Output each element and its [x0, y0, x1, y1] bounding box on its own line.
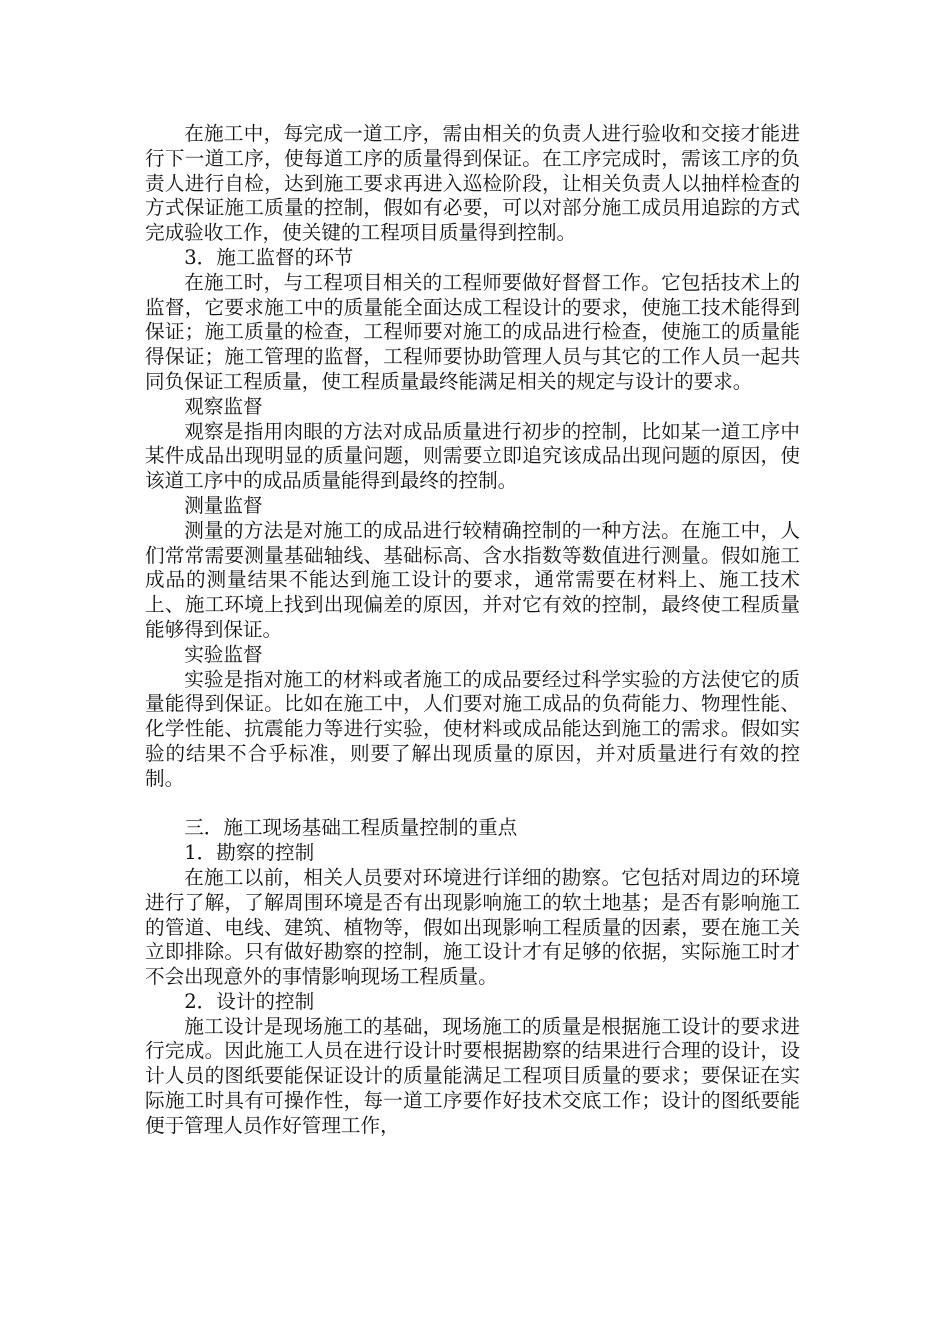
- blank-line: [145, 792, 800, 817]
- paragraph-acceptance: 在施工中，每完成一道工序，需由相关的负责人进行验收和交接才能进行下一道工序，使每道工序的质量得到保证。在工序完成时，需该工序的负责人进行自检，达到施工要求再进入巡检阶段，让相关负责人以抽样检查的方式保证施工质量的控制，假如有必要，可以对部分施工成员用追踪的方式完成验收工作，使关键的工程项目质量得到控制。: [145, 122, 800, 245]
- heading-experiment: 实验监督: [184, 642, 263, 666]
- paragraph-observation: 观察是指用肉眼的方法对成品质量进行初步的控制，比如某一道工序中某件成品出现明显的质量问题，则需要立即追究该成品出现问题的原因，使该道工序中的成品质量能得到最终的控制。: [145, 419, 800, 493]
- section-heading-key-points: 三．施工现场基础工程质量控制的重点: [184, 816, 518, 840]
- paragraph-survey: 在施工以前，相关人员要对环境进行详细的勘察。它包括对周边的环境进行了解，了解周围环境是否有出现影响施工的软土地基；是否有影响施工的管道、电线、建筑、植物等，假如出现影响工程质量的因素，要在施工关立即排除。只有做好勘察的控制，施工设计才有足够的依据，实际施工时才不会出现意外的事情影响现场工程质量。: [145, 865, 800, 989]
- heading-survey-control: 1．勘察的控制: [184, 841, 315, 865]
- heading-supervision-steps: 3．施工监督的环节: [184, 245, 354, 269]
- heading-design-control: 2．设计的控制: [184, 989, 315, 1013]
- heading-measurement: 测量监督: [184, 493, 263, 517]
- heading-observation: 观察监督: [184, 394, 263, 418]
- paragraph-supervision: 在施工时，与工程项目相关的工程师要做好督督工作。它包括技术上的监督，它要求施工中的质量能全面达成工程设计的要求，使施工技术能得到保证；施工质量的检查，工程师要对施工的成品进行检查，使施工的质量能得保证；施工管理的监督，工程师要协助管理人员与其它的工作人员一起共同负保证工程质量，使工程质量最终能满足相关的规定与设计的要求。: [145, 270, 800, 393]
- document-page: [145, 122, 800, 1139]
- paragraph-experiment: 实验是指对施工的材料或者施工的成品要经过科学实验的方法使它的质量能得到保证。比如在施工中，人们要对施工成品的负荷能力、物理性能、化学性能、抗震能力等进行实验，使材料或成品能达到施工的需求。假如实验的结果不合乎标准，则要了解出现质量的原因，并对质量进行有效的控制。: [145, 667, 800, 790]
- paragraph-measurement: 测量的方法是对施工的成品进行较精确控制的一种方法。在施工中，人们常常需要测量基础轴线、基础标高、含水指数等数值进行测量。假如施工成品的测量结果不能达到施工设计的要求，通常需要在材料上、施工技术上、施工环境上找到出现偏差的原因，并对它有效的控制，最终使工程质量能够得到保证。: [145, 518, 800, 641]
- paragraph-design: 施工设计是现场施工的基础，现场施工的质量是根据施工设计的要求进行完成。因此施工人员在进行设计时要根据勘察的结果进行合理的设计，设计人员的图纸要能保证设计的质量能满足工程项目质量的要求；要保证在实际施工时具有可操作性，每一道工序要作好技术交底工作；设计的图纸要能便于管理人员作好管理工作，: [145, 1014, 800, 1137]
